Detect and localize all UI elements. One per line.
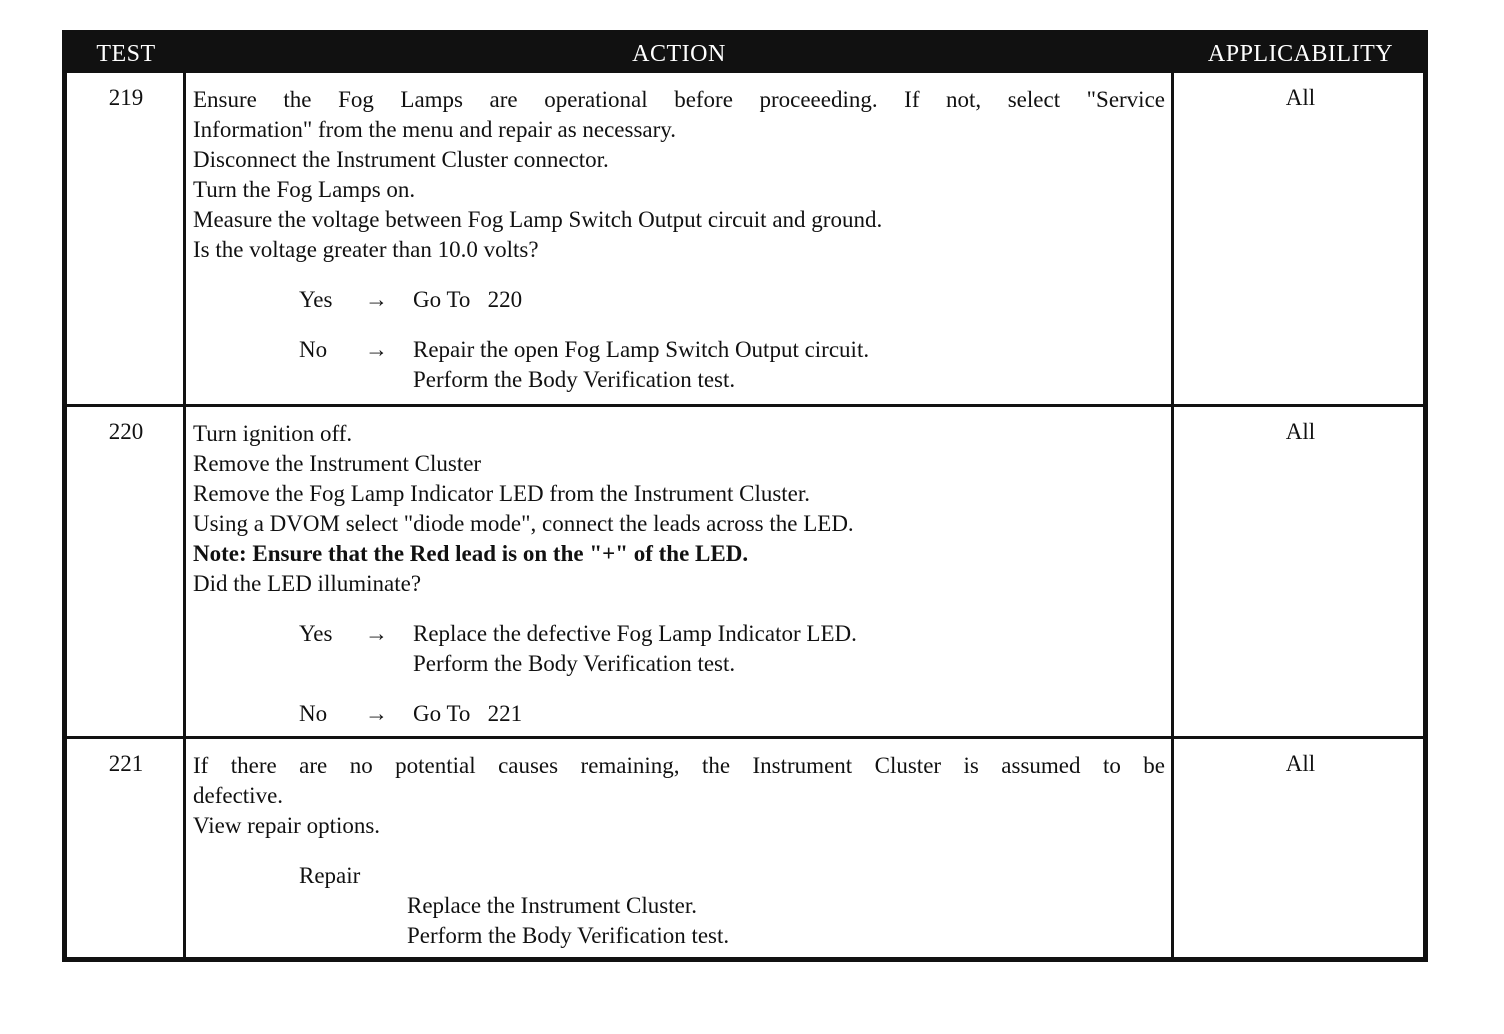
outcome-label: No [299,701,328,726]
action-line: defective. [193,783,284,808]
outcome-continuation: Perform the Body Verification test. [413,651,736,676]
diagnostic-table [62,30,1428,962]
action-line: Is the voltage greater than 10.0 volts? [193,237,539,262]
action-line: Information" from the menu and repair as necessary. [193,117,677,142]
test-number: 220 [108,419,144,444]
applicability-value: All [1285,419,1316,444]
outcome-no [193,335,1165,365]
outcome-label: No [299,337,328,362]
outcome-result: Repair the open Fog Lamp Switch Output circuit. [413,337,870,362]
action-line: Remove the Fog Lamp Indicator LED from the Instrument Cluster. [193,481,811,506]
outcome-continuation: Perform the Body Verification test. [413,367,736,392]
outcome-result: Replace the defective Fog Lamp Indicator LED. [413,621,857,646]
action-cell [193,751,1165,951]
table-row [67,73,1423,404]
action-line: Turn ignition off. [193,421,353,446]
header-test: TEST [96,41,156,67]
header-applicability: APPLICABILITY [1207,41,1394,67]
applicability-value: All [1285,751,1316,776]
arrow-right-icon: → [365,337,388,362]
applicability-value: All [1285,85,1316,110]
action-line: Remove the Instrument Cluster [193,451,482,476]
action-line: Measure the voltage between Fog Lamp Switch Output circuit and ground. [193,207,883,232]
outcome-yes [193,619,1165,649]
outcome-result: Go To 220 [413,287,523,312]
arrow-right-icon: → [365,701,388,726]
action-line: If there are no potential causes remaining, the Instrument Cluster is assumed to be [193,753,1165,778]
action-cell [193,85,1165,395]
action-line: View repair options. [193,813,381,838]
header-action: ACTION [632,41,726,67]
test-number: 221 [108,751,144,776]
outcome-yes [193,285,1165,315]
action-cell [193,419,1165,729]
outcome-label: Yes [299,287,333,312]
repair-step: Perform the Body Verification test. [407,923,730,948]
outcome-label: Yes [299,621,333,646]
arrow-right-icon: → [365,287,388,312]
action-line: Turn the Fog Lamps on. [193,177,416,202]
table-row [67,407,1423,736]
test-number: 219 [108,85,144,110]
action-line: Disconnect the Instrument Cluster connector. [193,147,609,172]
table-row [67,739,1423,962]
arrow-right-icon: → [365,621,388,646]
note-text: Note: Ensure that the Red lead is on the "+" of the LED. [193,541,749,566]
action-line: Ensure the Fog Lamps are operational before proceeeding. If not, select "Service [193,87,1165,112]
outcome-no [193,699,1165,729]
question-text: Did the LED illuminate? [193,571,422,596]
table-header [67,35,1423,73]
action-line: Using a DVOM select "diode mode", connect the leads across the LED. [193,511,854,536]
repair-step: Replace the Instrument Cluster. [407,893,697,918]
repair-label: Repair [299,863,361,888]
outcome-result: Go To 221 [413,701,523,726]
